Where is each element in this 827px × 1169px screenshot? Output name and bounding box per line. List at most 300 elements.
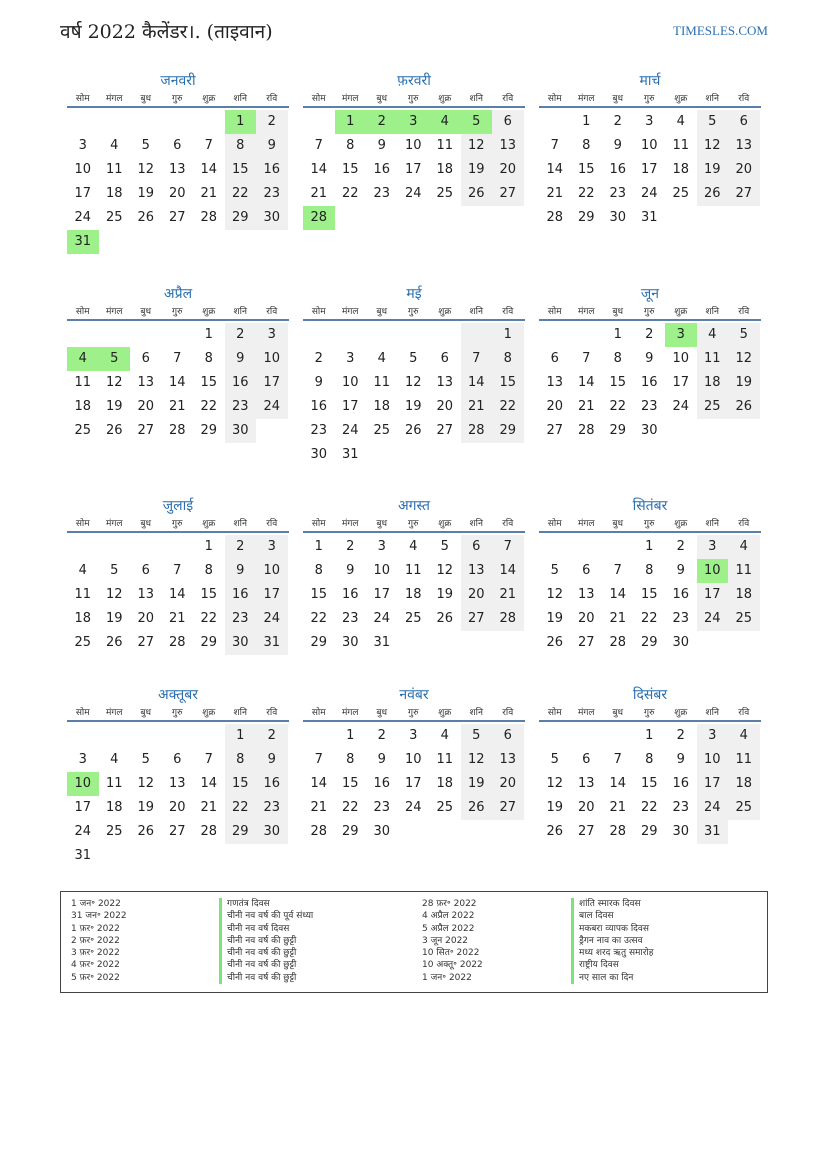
day-cell[interactable]: 25 (436, 800, 454, 815)
day-cell[interactable]: 16 (256, 158, 288, 182)
day-cell[interactable]: 4 (110, 752, 119, 767)
day-cell[interactable]: 12 (546, 587, 564, 602)
day-cell[interactable]: 23 (672, 611, 690, 626)
day-cell[interactable]: 2 (314, 351, 323, 366)
day-cell[interactable]: 26 (137, 824, 155, 839)
day-cell[interactable]: 12 (697, 134, 729, 158)
day-cell[interactable]: 17 (256, 583, 288, 607)
day-cell[interactable]: 15 (609, 375, 627, 390)
day-cell[interactable]: 8 (346, 752, 355, 767)
day-cell[interactable]: 14 (168, 587, 186, 602)
day-cell[interactable]: 5 (141, 752, 150, 767)
day-cell[interactable]: 18 (697, 371, 729, 395)
day-cell[interactable]: 25 (697, 395, 729, 419)
day-cell[interactable]: 28 (461, 419, 493, 443)
day-cell[interactable]: 27 (168, 824, 186, 839)
day-cell[interactable]: 8 (492, 347, 524, 371)
day-cell[interactable]: 5 (461, 110, 493, 134)
day-cell[interactable]: 19 (546, 611, 564, 626)
day-cell[interactable]: 17 (74, 800, 92, 815)
day-cell[interactable]: 14 (200, 162, 218, 177)
day-cell[interactable]: 22 (200, 611, 218, 626)
day-cell[interactable]: 22 (577, 186, 595, 201)
day-cell[interactable]: 20 (728, 158, 760, 182)
day-cell[interactable]: 14 (461, 371, 493, 395)
day-cell[interactable]: 19 (404, 399, 422, 414)
day-cell[interactable]: 30 (672, 635, 690, 650)
day-cell[interactable]: 23 (672, 800, 690, 815)
day-cell[interactable]: 14 (546, 162, 564, 177)
day-cell[interactable]: 9 (256, 748, 288, 772)
day-cell[interactable]: 23 (373, 186, 391, 201)
day-cell[interactable]: 26 (404, 423, 422, 438)
day-cell[interactable]: 24 (373, 611, 391, 626)
day-cell[interactable]: 13 (577, 776, 595, 791)
day-cell[interactable]: 10 (74, 162, 92, 177)
day-cell[interactable]: 15 (341, 162, 359, 177)
day-cell[interactable]: 31 (373, 635, 391, 650)
day-cell[interactable]: 26 (697, 182, 729, 206)
day-cell[interactable]: 22 (310, 611, 328, 626)
day-cell[interactable]: 15 (492, 371, 524, 395)
day-cell[interactable]: 1 (314, 539, 323, 554)
day-cell[interactable]: 27 (728, 182, 760, 206)
day-cell[interactable]: 31 (697, 820, 729, 844)
day-cell[interactable]: 28 (546, 210, 564, 225)
day-cell[interactable]: 27 (492, 182, 524, 206)
day-cell[interactable]: 11 (728, 559, 760, 583)
day-cell[interactable]: 11 (74, 587, 92, 602)
day-cell[interactable]: 4 (440, 728, 449, 743)
day-cell[interactable]: 5 (550, 752, 559, 767)
day-cell[interactable]: 4 (78, 563, 87, 578)
day-cell[interactable]: 1 (492, 323, 524, 347)
day-cell[interactable]: 18 (74, 611, 92, 626)
day-cell[interactable]: 20 (168, 800, 186, 815)
day-cell[interactable]: 11 (373, 375, 391, 390)
day-cell[interactable]: 15 (341, 776, 359, 791)
day-cell[interactable]: 16 (373, 162, 391, 177)
day-cell[interactable]: 31 (341, 447, 359, 462)
day-cell[interactable]: 2 (366, 110, 398, 134)
day-cell[interactable]: 20 (461, 583, 493, 607)
day-cell[interactable]: 19 (461, 772, 493, 796)
day-cell[interactable]: 27 (137, 635, 155, 650)
day-cell[interactable]: 28 (200, 210, 218, 225)
day-cell[interactable]: 3 (697, 724, 729, 748)
site-link[interactable]: TIMESLES.COM (673, 23, 768, 38)
day-cell[interactable]: 9 (346, 563, 355, 578)
day-cell[interactable]: 17 (74, 186, 92, 201)
day-cell[interactable]: 11 (436, 138, 454, 153)
day-cell[interactable]: 4 (697, 323, 729, 347)
day-cell[interactable]: 29 (640, 824, 658, 839)
day-cell[interactable]: 12 (461, 748, 493, 772)
day-cell[interactable]: 2 (377, 728, 386, 743)
day-cell[interactable]: 29 (609, 423, 627, 438)
day-cell[interactable]: 3 (377, 539, 386, 554)
day-cell[interactable]: 8 (582, 138, 591, 153)
day-cell[interactable]: 13 (577, 587, 595, 602)
day-cell[interactable]: 26 (105, 423, 123, 438)
day-cell[interactable]: 20 (577, 611, 595, 626)
day-cell[interactable]: 2 (676, 539, 685, 554)
day-cell[interactable]: 17 (404, 776, 422, 791)
day-cell[interactable]: 30 (310, 447, 328, 462)
day-cell[interactable]: 12 (105, 587, 123, 602)
day-cell[interactable]: 26 (728, 395, 760, 419)
day-cell[interactable]: 23 (256, 182, 288, 206)
day-cell[interactable]: 9 (613, 138, 622, 153)
day-cell[interactable]: 12 (436, 563, 454, 578)
day-cell[interactable]: 18 (404, 587, 422, 602)
day-cell[interactable]: 7 (314, 752, 323, 767)
day-cell[interactable]: 16 (672, 587, 690, 602)
day-cell[interactable]: 18 (105, 186, 123, 201)
day-cell[interactable]: 23 (225, 395, 257, 419)
day-cell[interactable]: 22 (492, 395, 524, 419)
day-cell[interactable]: 23 (225, 607, 257, 631)
day-cell[interactable]: 6 (461, 535, 493, 559)
day-cell[interactable]: 26 (436, 611, 454, 626)
day-cell[interactable]: 6 (440, 351, 449, 366)
day-cell[interactable]: 12 (137, 162, 155, 177)
day-cell[interactable]: 29 (310, 635, 328, 650)
day-cell[interactable]: 10 (697, 748, 729, 772)
day-cell[interactable]: 4 (110, 138, 119, 153)
day-cell[interactable]: 14 (310, 162, 328, 177)
day-cell[interactable]: 22 (609, 399, 627, 414)
day-cell[interactable]: 30 (225, 419, 257, 443)
day-cell[interactable]: 29 (341, 824, 359, 839)
day-cell[interactable]: 18 (373, 399, 391, 414)
day-cell[interactable]: 21 (609, 611, 627, 626)
day-cell[interactable]: 20 (137, 611, 155, 626)
day-cell[interactable]: 23 (373, 800, 391, 815)
day-cell[interactable]: 25 (672, 186, 690, 201)
day-cell[interactable]: 2 (676, 728, 685, 743)
day-cell[interactable]: 6 (173, 138, 182, 153)
day-cell[interactable]: 1 (645, 539, 654, 554)
day-cell[interactable]: 22 (225, 182, 257, 206)
day-cell[interactable]: 22 (640, 800, 658, 815)
day-cell[interactable]: 29 (577, 210, 595, 225)
day-cell[interactable]: 16 (225, 583, 257, 607)
day-cell[interactable]: 20 (137, 399, 155, 414)
day-cell[interactable]: 9 (676, 563, 685, 578)
day-cell[interactable]: 9 (377, 138, 386, 153)
day-cell[interactable]: 7 (204, 138, 213, 153)
day-cell[interactable]: 2 (613, 114, 622, 129)
day-cell[interactable]: 15 (225, 158, 257, 182)
day-cell[interactable]: 29 (200, 423, 218, 438)
day-cell[interactable]: 15 (225, 772, 257, 796)
day-cell[interactable]: 15 (577, 162, 595, 177)
day-cell[interactable]: 12 (461, 134, 493, 158)
day-cell[interactable]: 7 (204, 752, 213, 767)
day-cell[interactable]: 13 (168, 776, 186, 791)
day-cell[interactable]: 1 (335, 110, 367, 134)
day-cell[interactable]: 14 (609, 776, 627, 791)
day-cell[interactable]: 16 (373, 776, 391, 791)
day-cell[interactable]: 30 (256, 206, 288, 230)
day-cell[interactable]: 8 (346, 138, 355, 153)
day-cell[interactable]: 16 (609, 162, 627, 177)
day-cell[interactable]: 23 (609, 186, 627, 201)
day-cell[interactable]: 21 (310, 800, 328, 815)
day-cell[interactable]: 8 (314, 563, 323, 578)
day-cell[interactable]: 22 (640, 611, 658, 626)
day-cell[interactable]: 21 (168, 399, 186, 414)
day-cell[interactable]: 31 (640, 210, 658, 225)
day-cell[interactable]: 10 (67, 772, 99, 796)
day-cell[interactable]: 19 (105, 611, 123, 626)
day-cell[interactable]: 27 (137, 423, 155, 438)
day-cell[interactable]: 17 (373, 587, 391, 602)
day-cell[interactable]: 1 (225, 110, 257, 134)
day-cell[interactable]: 8 (225, 134, 257, 158)
day-cell[interactable]: 1 (204, 327, 213, 342)
day-cell[interactable]: 6 (173, 752, 182, 767)
day-cell[interactable]: 6 (550, 351, 559, 366)
day-cell[interactable]: 3 (256, 323, 288, 347)
day-cell[interactable]: 28 (168, 635, 186, 650)
day-cell[interactable]: 1 (346, 728, 355, 743)
day-cell[interactable]: 12 (728, 347, 760, 371)
day-cell[interactable]: 15 (310, 587, 328, 602)
day-cell[interactable]: 27 (168, 210, 186, 225)
day-cell[interactable]: 31 (67, 230, 99, 254)
day-cell[interactable]: 8 (645, 563, 654, 578)
day-cell[interactable]: 24 (640, 186, 658, 201)
day-cell[interactable]: 11 (105, 776, 123, 791)
day-cell[interactable]: 7 (550, 138, 559, 153)
day-cell[interactable]: 13 (728, 134, 760, 158)
day-cell[interactable]: 30 (640, 423, 658, 438)
day-cell[interactable]: 5 (550, 563, 559, 578)
day-cell[interactable]: 19 (137, 800, 155, 815)
day-cell[interactable]: 10 (404, 752, 422, 767)
day-cell[interactable]: 3 (697, 535, 729, 559)
day-cell[interactable]: 29 (225, 206, 257, 230)
day-cell[interactable]: 7 (492, 535, 524, 559)
day-cell[interactable]: 31 (74, 848, 92, 863)
day-cell[interactable]: 3 (256, 535, 288, 559)
day-cell[interactable]: 15 (200, 375, 218, 390)
day-cell[interactable]: 4 (409, 539, 418, 554)
day-cell[interactable]: 6 (582, 563, 591, 578)
day-cell[interactable]: 28 (492, 607, 524, 631)
day-cell[interactable]: 19 (436, 587, 454, 602)
day-cell[interactable]: 26 (137, 210, 155, 225)
day-cell[interactable]: 17 (256, 371, 288, 395)
day-cell[interactable]: 1 (645, 728, 654, 743)
day-cell[interactable]: 16 (225, 371, 257, 395)
day-cell[interactable]: 29 (225, 820, 257, 844)
day-cell[interactable]: 9 (676, 752, 685, 767)
day-cell[interactable]: 4 (429, 110, 461, 134)
day-cell[interactable]: 25 (436, 186, 454, 201)
day-cell[interactable]: 30 (341, 635, 359, 650)
day-cell[interactable]: 30 (609, 210, 627, 225)
day-cell[interactable]: 2 (225, 323, 257, 347)
day-cell[interactable]: 25 (728, 796, 760, 820)
day-cell[interactable]: 13 (436, 375, 454, 390)
day-cell[interactable]: 3 (78, 752, 87, 767)
day-cell[interactable]: 7 (173, 563, 182, 578)
day-cell[interactable]: 21 (168, 611, 186, 626)
day-cell[interactable]: 6 (492, 110, 524, 134)
day-cell[interactable]: 25 (373, 423, 391, 438)
day-cell[interactable]: 20 (168, 186, 186, 201)
day-cell[interactable]: 18 (74, 399, 92, 414)
day-cell[interactable]: 2 (645, 327, 654, 342)
day-cell[interactable]: 19 (137, 186, 155, 201)
day-cell[interactable]: 15 (640, 776, 658, 791)
day-cell[interactable]: 7 (461, 347, 493, 371)
day-cell[interactable]: 20 (492, 772, 524, 796)
day-cell[interactable]: 7 (582, 351, 591, 366)
day-cell[interactable]: 21 (200, 186, 218, 201)
day-cell[interactable]: 13 (168, 162, 186, 177)
day-cell[interactable]: 9 (377, 752, 386, 767)
day-cell[interactable]: 15 (200, 587, 218, 602)
day-cell[interactable]: 6 (141, 563, 150, 578)
day-cell[interactable]: 13 (492, 134, 524, 158)
day-cell[interactable]: 3 (346, 351, 355, 366)
day-cell[interactable]: 18 (436, 162, 454, 177)
day-cell[interactable]: 6 (582, 752, 591, 767)
day-cell[interactable]: 26 (546, 824, 564, 839)
day-cell[interactable]: 24 (404, 800, 422, 815)
day-cell[interactable]: 3 (409, 728, 418, 743)
day-cell[interactable]: 13 (137, 375, 155, 390)
day-cell[interactable]: 2 (256, 110, 288, 134)
day-cell[interactable]: 8 (225, 748, 257, 772)
day-cell[interactable]: 5 (110, 563, 119, 578)
day-cell[interactable]: 27 (461, 607, 493, 631)
day-cell[interactable]: 21 (310, 186, 328, 201)
day-cell[interactable]: 28 (609, 635, 627, 650)
day-cell[interactable]: 18 (105, 800, 123, 815)
day-cell[interactable]: 21 (200, 800, 218, 815)
day-cell[interactable]: 13 (461, 559, 493, 583)
day-cell[interactable]: 5 (99, 347, 131, 371)
day-cell[interactable]: 31 (256, 631, 288, 655)
day-cell[interactable]: 5 (141, 138, 150, 153)
day-cell[interactable]: 23 (640, 399, 658, 414)
day-cell[interactable]: 3 (645, 114, 654, 129)
day-cell[interactable]: 7 (613, 752, 622, 767)
day-cell[interactable]: 22 (341, 800, 359, 815)
day-cell[interactable]: 5 (461, 724, 493, 748)
day-cell[interactable]: 3 (398, 110, 430, 134)
day-cell[interactable]: 10 (697, 559, 729, 583)
day-cell[interactable]: 24 (256, 395, 288, 419)
day-cell[interactable]: 24 (672, 399, 690, 414)
day-cell[interactable]: 24 (256, 607, 288, 631)
day-cell[interactable]: 12 (105, 375, 123, 390)
day-cell[interactable]: 19 (728, 371, 760, 395)
day-cell[interactable]: 12 (404, 375, 422, 390)
day-cell[interactable]: 1 (204, 539, 213, 554)
day-cell[interactable]: 26 (461, 182, 493, 206)
day-cell[interactable]: 12 (546, 776, 564, 791)
day-cell[interactable]: 18 (436, 776, 454, 791)
day-cell[interactable]: 16 (256, 772, 288, 796)
day-cell[interactable]: 3 (78, 138, 87, 153)
day-cell[interactable]: 30 (225, 631, 257, 655)
day-cell[interactable]: 19 (546, 800, 564, 815)
day-cell[interactable]: 2 (256, 724, 288, 748)
day-cell[interactable]: 4 (377, 351, 386, 366)
day-cell[interactable]: 11 (672, 138, 690, 153)
day-cell[interactable]: 21 (461, 395, 493, 419)
day-cell[interactable]: 4 (728, 535, 760, 559)
day-cell[interactable]: 8 (204, 563, 213, 578)
day-cell[interactable]: 14 (609, 587, 627, 602)
day-cell[interactable]: 10 (404, 138, 422, 153)
day-cell[interactable]: 8 (204, 351, 213, 366)
day-cell[interactable]: 28 (609, 824, 627, 839)
day-cell[interactable]: 14 (577, 375, 595, 390)
day-cell[interactable]: 29 (492, 419, 524, 443)
day-cell[interactable]: 14 (310, 776, 328, 791)
day-cell[interactable]: 27 (546, 423, 564, 438)
day-cell[interactable]: 10 (373, 563, 391, 578)
day-cell[interactable]: 14 (168, 375, 186, 390)
day-cell[interactable]: 21 (492, 583, 524, 607)
day-cell[interactable]: 5 (728, 323, 760, 347)
day-cell[interactable]: 27 (492, 796, 524, 820)
day-cell[interactable]: 15 (640, 587, 658, 602)
day-cell[interactable]: 9 (225, 347, 257, 371)
day-cell[interactable]: 13 (137, 587, 155, 602)
day-cell[interactable]: 17 (404, 162, 422, 177)
day-cell[interactable]: 24 (341, 423, 359, 438)
day-cell[interactable]: 22 (200, 399, 218, 414)
day-cell[interactable]: 27 (436, 423, 454, 438)
day-cell[interactable]: 11 (74, 375, 92, 390)
day-cell[interactable]: 29 (200, 635, 218, 650)
day-cell[interactable]: 10 (341, 375, 359, 390)
day-cell[interactable]: 1 (225, 724, 257, 748)
day-cell[interactable]: 4 (676, 114, 685, 129)
day-cell[interactable]: 7 (314, 138, 323, 153)
day-cell[interactable]: 5 (440, 539, 449, 554)
day-cell[interactable]: 11 (728, 748, 760, 772)
day-cell[interactable]: 10 (672, 351, 690, 366)
day-cell[interactable]: 25 (728, 607, 760, 631)
day-cell[interactable]: 23 (256, 796, 288, 820)
day-cell[interactable]: 11 (436, 752, 454, 767)
day-cell[interactable]: 25 (105, 824, 123, 839)
day-cell[interactable]: 28 (310, 824, 328, 839)
day-cell[interactable]: 25 (105, 210, 123, 225)
day-cell[interactable]: 19 (697, 158, 729, 182)
day-cell[interactable]: 20 (436, 399, 454, 414)
day-cell[interactable]: 13 (546, 375, 564, 390)
day-cell[interactable]: 23 (310, 423, 328, 438)
day-cell[interactable]: 16 (341, 587, 359, 602)
day-cell[interactable]: 20 (492, 158, 524, 182)
day-cell[interactable]: 9 (225, 559, 257, 583)
day-cell[interactable]: 24 (697, 796, 729, 820)
day-cell[interactable]: 9 (314, 375, 323, 390)
day-cell[interactable]: 28 (577, 423, 595, 438)
day-cell[interactable]: 24 (74, 210, 92, 225)
day-cell[interactable]: 22 (225, 796, 257, 820)
